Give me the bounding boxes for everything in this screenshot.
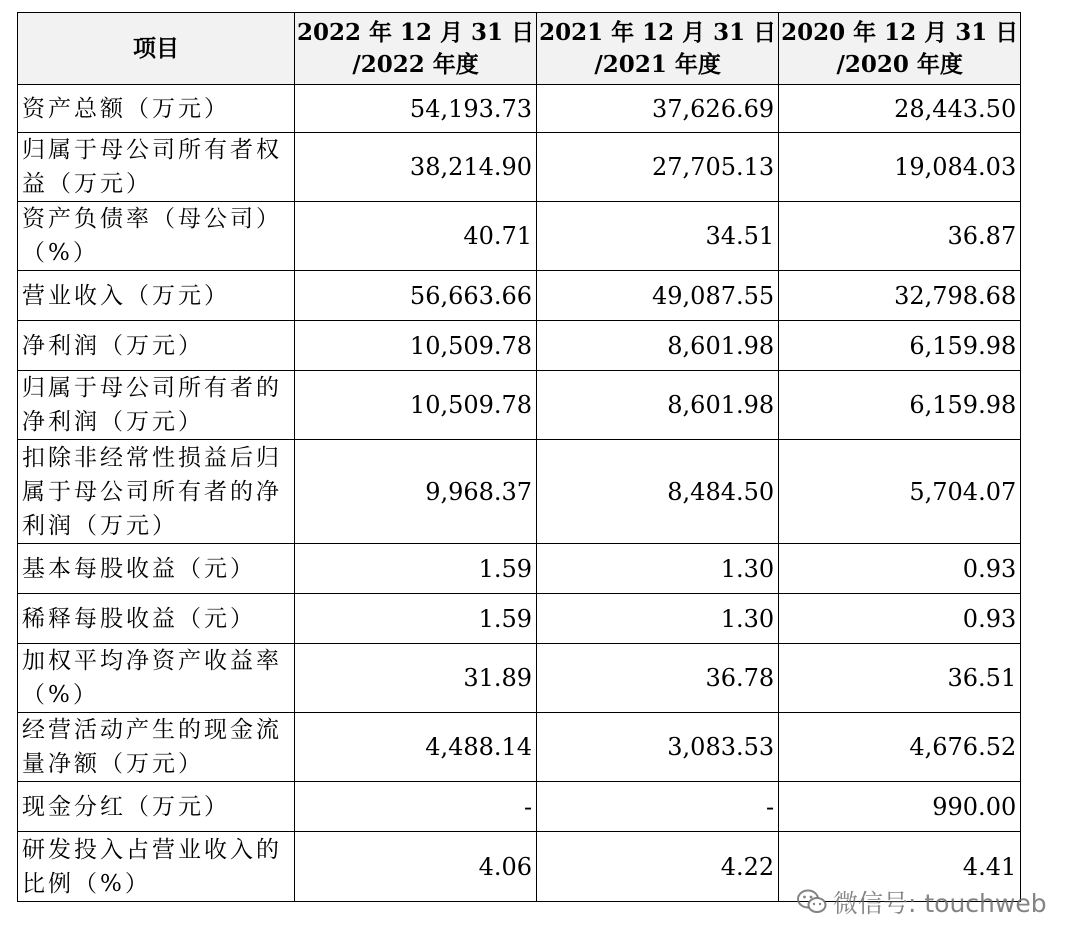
header-item: 项目 <box>18 13 295 85</box>
table-row <box>18 713 1021 782</box>
table-row <box>18 544 1021 594</box>
cell-2020: 4.41 <box>779 832 1021 902</box>
cell-2021: - <box>537 782 779 832</box>
cell-2022: 10,509.78 <box>295 371 537 440</box>
cell-2021: 37,626.69 <box>537 85 779 133</box>
cell-2021: 8,601.98 <box>537 321 779 371</box>
table-header-row <box>18 13 1021 85</box>
wechat-icon <box>797 889 827 915</box>
cell-2020: 36.87 <box>779 202 1021 271</box>
cell-2021: 49,087.55 <box>537 271 779 321</box>
row-label: 资产总额（万元） <box>18 85 295 133</box>
cell-2022: - <box>295 782 537 832</box>
cell-2022: 4,488.14 <box>295 713 537 782</box>
header-2022: 2022 年 12 月 31 日 /2022 年度 <box>295 13 537 85</box>
cell-2021: 3,083.53 <box>537 713 779 782</box>
header-2020: 2020 年 12 月 31 日 /2020 年度 <box>779 13 1021 85</box>
cell-2021: 8,601.98 <box>537 371 779 440</box>
cell-2020: 0.93 <box>779 594 1021 644</box>
cell-2022: 38,214.90 <box>295 133 537 202</box>
table-row <box>18 202 1021 271</box>
row-label: 营业收入（万元） <box>18 271 295 321</box>
cell-2022: 54,193.73 <box>295 85 537 133</box>
table-row <box>18 594 1021 644</box>
table-row <box>18 271 1021 321</box>
cell-2020: 4,676.52 <box>779 713 1021 782</box>
table-row <box>18 371 1021 440</box>
row-label: 归属于母公司所有者的净利润（万元） <box>18 371 295 440</box>
cell-2020: 6,159.98 <box>779 371 1021 440</box>
cell-2021: 1.30 <box>537 594 779 644</box>
cell-2022: 10,509.78 <box>295 321 537 371</box>
cell-2022: 1.59 <box>295 544 537 594</box>
row-label: 归属于母公司所有者权益（万元） <box>18 133 295 202</box>
watermark <box>797 884 1047 920</box>
cell-2020: 0.93 <box>779 544 1021 594</box>
row-label: 净利润（万元） <box>18 321 295 371</box>
cell-2022: 40.71 <box>295 202 537 271</box>
cell-2021: 8,484.50 <box>537 440 779 544</box>
table-row <box>18 85 1021 133</box>
cell-2021: 34.51 <box>537 202 779 271</box>
watermark-text: 微信号: touchweb <box>833 889 1047 918</box>
row-label: 经营活动产生的现金流量净额（万元） <box>18 713 295 782</box>
cell-2020: 5,704.07 <box>779 440 1021 544</box>
cell-2020: 6,159.98 <box>779 321 1021 371</box>
cell-2020: 990.00 <box>779 782 1021 832</box>
row-label: 稀释每股收益（元） <box>18 594 295 644</box>
cell-2021: 1.30 <box>537 544 779 594</box>
cell-2021: 27,705.13 <box>537 133 779 202</box>
table-row <box>18 644 1021 713</box>
row-label: 基本每股收益（元） <box>18 544 295 594</box>
header-2021: 2021 年 12 月 31 日 /2021 年度 <box>537 13 779 85</box>
cell-2022: 56,663.66 <box>295 271 537 321</box>
cell-2022: 31.89 <box>295 644 537 713</box>
table-row <box>18 782 1021 832</box>
cell-2021: 36.78 <box>537 644 779 713</box>
cell-2020: 28,443.50 <box>779 85 1021 133</box>
cell-2022: 9,968.37 <box>295 440 537 544</box>
financial-summary-table <box>17 12 1021 902</box>
cell-2020: 32,798.68 <box>779 271 1021 321</box>
row-label: 扣除非经常性损益后归属于母公司所有者的净利润（万元） <box>18 440 295 544</box>
table-row <box>18 133 1021 202</box>
cell-2022: 1.59 <box>295 594 537 644</box>
cell-2022: 4.06 <box>295 832 537 902</box>
row-label: 资产负债率（母公司）（%） <box>18 202 295 271</box>
row-label: 研发投入占营业收入的比例（%） <box>18 832 295 902</box>
row-label: 现金分红（万元） <box>18 782 295 832</box>
cell-2021: 4.22 <box>537 832 779 902</box>
table-row <box>18 440 1021 544</box>
row-label: 加权平均净资产收益率（%） <box>18 644 295 713</box>
cell-2020: 36.51 <box>779 644 1021 713</box>
cell-2020: 19,084.03 <box>779 133 1021 202</box>
table-row <box>18 321 1021 371</box>
